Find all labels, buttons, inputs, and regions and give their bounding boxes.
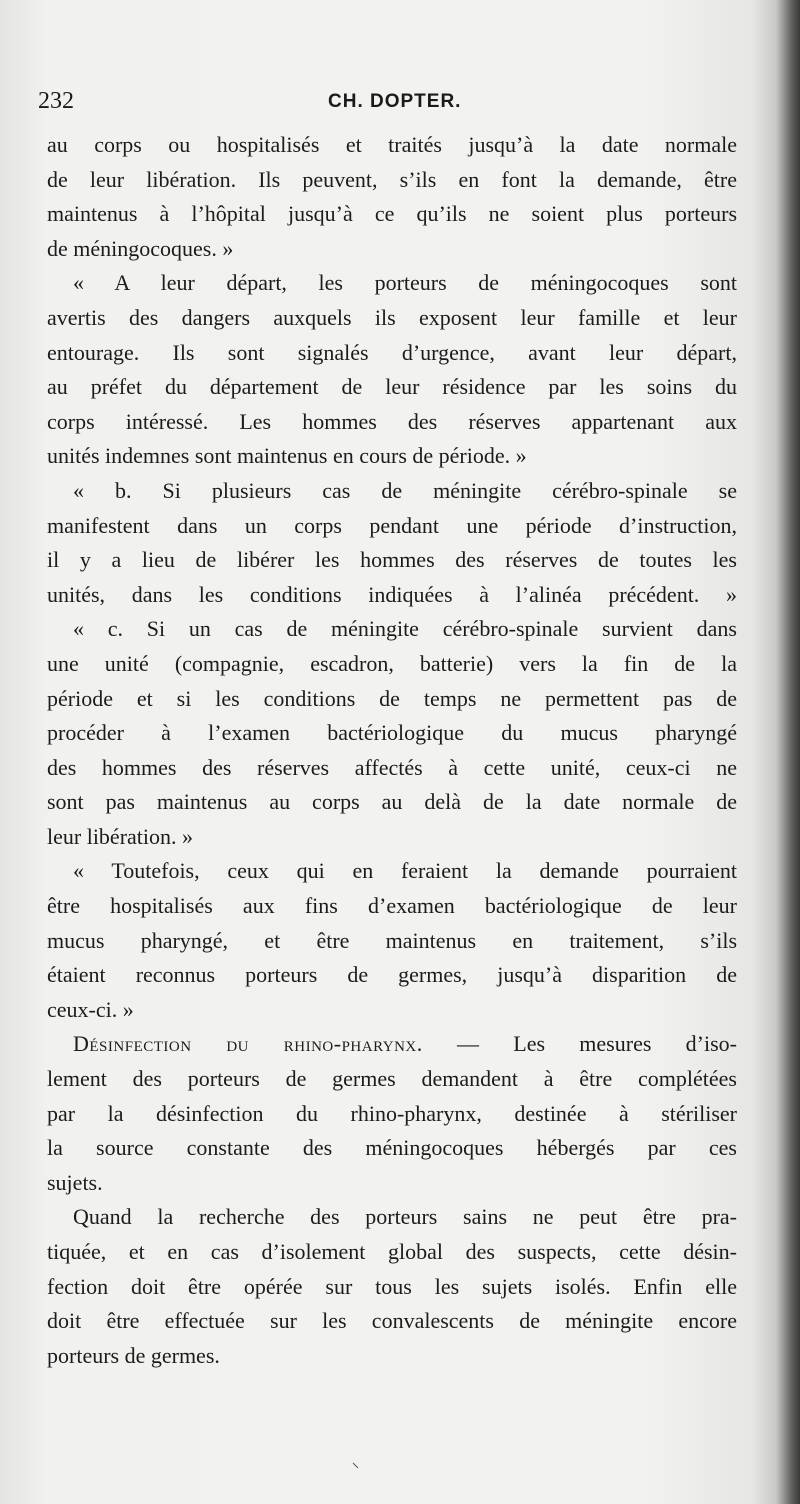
text-line: au corps ou hospitalisés et traités jusqu’à la date normale bbox=[47, 132, 737, 157]
paragraph bbox=[47, 854, 737, 1027]
text-line: mucus pharyngé, et être maintenus en traitement, s’ils bbox=[47, 927, 737, 953]
text-line: manifestent dans un corps pendant une période d’instruction, bbox=[47, 512, 737, 538]
running-head: CH. DOPTER. bbox=[328, 91, 462, 112]
text-line: de méningocoques. » bbox=[47, 235, 234, 261]
text-line: entourage. Ils sont signalés d’urgence, avant leur départ, bbox=[47, 339, 737, 365]
text-line: sont pas maintenus au corps au delà de la date normale de bbox=[47, 789, 737, 815]
paragraph bbox=[47, 128, 737, 266]
section-heading: Désinfection du rhino-pharynx. bbox=[73, 1031, 423, 1057]
paragraph bbox=[47, 612, 737, 854]
text-fragment: — Les mesures d’iso- bbox=[422, 1031, 737, 1057]
text-line: de leur libération. Ils peuvent, s’ils en font la demande, être bbox=[47, 166, 737, 192]
text-line: la source constante des méningocoques hébergés par ces bbox=[47, 1135, 737, 1161]
text-line: lement des porteurs de germes demandent à être complétées bbox=[47, 1066, 737, 1092]
text-line: « A leur départ, les porteurs de méningocoques sont bbox=[73, 270, 737, 296]
text-line: fection doit être opérée sur tous les sujets isolés. Enfin elle bbox=[47, 1273, 737, 1299]
text-line: tiquée, et en cas d’isolement global des suspects, cette désin- bbox=[47, 1239, 737, 1264]
text-line: étaient reconnus porteurs de germes, jusqu’à disparition de bbox=[47, 962, 737, 988]
text-line: avertis des dangers auxquels ils exposent leur famille et leur bbox=[47, 304, 737, 330]
text-line: sujets. bbox=[47, 1169, 103, 1195]
text-line: ceux-ci. » bbox=[47, 996, 134, 1022]
text-line: « b. Si plusieurs cas de méningite cérébro-spinale se bbox=[73, 477, 737, 503]
paragraph bbox=[47, 266, 737, 474]
text-line: par la désinfection du rhino-pharynx, destinée à stériliser bbox=[47, 1100, 737, 1126]
paragraph bbox=[47, 474, 737, 612]
section-paragraph bbox=[47, 1027, 737, 1200]
text-line: unités indemnes sont maintenus en cours de période. » bbox=[47, 443, 527, 469]
print-speck bbox=[352, 1462, 360, 1470]
page-number: 232 bbox=[38, 88, 74, 114]
text-line: corps intéressé. Les hommes des réserves appartenant aux bbox=[47, 408, 737, 434]
body-text bbox=[47, 128, 737, 1373]
text-line: procéder à l’examen bactériologique du mucus pharyngé bbox=[47, 720, 737, 746]
text-line: être hospitalisés aux fins d’examen bactériologique de leur bbox=[47, 893, 737, 919]
text-line: période et si les conditions de temps ne permettent pas de bbox=[47, 685, 737, 711]
text-line: des hommes des réserves affectés à cette unité, ceux-ci ne bbox=[47, 754, 737, 780]
text-line: porteurs de germes. bbox=[47, 1342, 220, 1368]
text-line: au préfet du département de leur résidence par les soins du bbox=[47, 374, 737, 400]
paragraph bbox=[47, 1200, 737, 1373]
text-line: doit être effectuée sur les convalescents de méningite encore bbox=[47, 1308, 737, 1334]
text-line: « Toutefois, ceux qui en feraient la demande pourraient bbox=[73, 858, 737, 884]
page-header bbox=[38, 88, 738, 118]
text-line: maintenus à l’hôpital jusqu’à ce qu’ils ne soient plus porteurs bbox=[47, 201, 737, 227]
text-line: Quand la recherche des porteurs sains ne peut être pra- bbox=[73, 1204, 737, 1230]
text-line: « c. Si un cas de méningite cérébro-spinale survient dans bbox=[73, 616, 737, 642]
text-line bbox=[47, 1027, 737, 1062]
text-line: il y a lieu de libérer les hommes des réserves de toutes les bbox=[47, 547, 737, 573]
text-line: unités, dans les conditions indiquées à l’alinéa précédent. » bbox=[47, 581, 737, 607]
text-line: leur libération. » bbox=[47, 823, 194, 849]
text-line: une unité (compagnie, escadron, batterie) vers la fin de la bbox=[47, 650, 737, 676]
